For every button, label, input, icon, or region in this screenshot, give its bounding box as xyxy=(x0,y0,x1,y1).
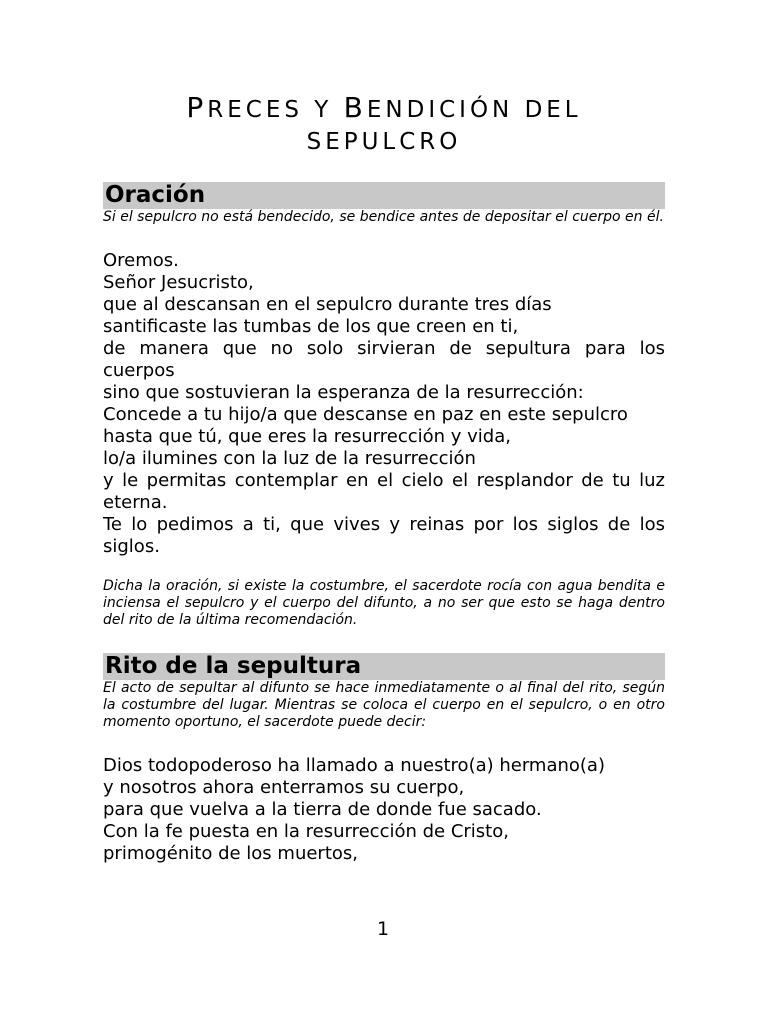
prayer-text xyxy=(103,755,665,865)
title-line-1: PRECES Y BENDICIÓN DEL xyxy=(186,91,582,124)
section-heading: Rito de la sepultura xyxy=(103,653,665,680)
prayer-line: de manera que no solo sirvieran de sepultura para los cuerpos xyxy=(103,338,665,381)
prayer-line: y nosotros ahora enterramos su cuerpo, xyxy=(103,777,465,798)
prayer-line: que al descansan en el sepulcro durante tres días xyxy=(103,294,552,315)
title-line-2: SEPULCRO xyxy=(306,129,462,155)
prayer-line: Te lo pedimos a ti, que vives y reinas por los siglos de los siglos. xyxy=(103,514,665,557)
section-heading: Oración xyxy=(103,182,665,209)
prayer-line: y le permitas contemplar en el cielo el resplandor de tu luz eterna. xyxy=(103,470,665,513)
page-footer xyxy=(0,918,768,940)
prayer-line: sino que sostuvieran la esperanza de la resurrección: xyxy=(103,382,584,403)
prayer-line: Dios todopoderoso ha llamado a nuestro(a) hermano(a) xyxy=(103,755,605,776)
prayer-line: hasta que tú, que eres la resurrección y vida, xyxy=(103,426,511,447)
prayer-line: santificaste las tumbas de los que creen en ti, xyxy=(103,316,519,337)
rubric-text: Si el sepulcro no está bendecido, se bendice antes de depositar el cuerpo en él. xyxy=(103,209,664,225)
page-title xyxy=(103,92,665,158)
prayer-line: para que vuelva a la tierra de donde fue sacado. xyxy=(103,799,542,820)
rubric-text: Dicha la oración, si existe la costumbre, el sacerdote rocía con agua bendita e inciensa el sepulcro y el cuerpo del difunto, a no ser que esto se haga dentro del rito de la última recomendación. xyxy=(103,578,665,628)
prayer-text xyxy=(103,250,665,558)
prayer-line: primogénito de los muertos, xyxy=(103,843,358,864)
prayer-line: Con la fe puesta en la resurrección de Cristo, xyxy=(103,821,509,842)
page-number: 1 xyxy=(376,918,390,940)
section-rito-sepultura xyxy=(103,653,665,865)
prayer-line: Oremos. xyxy=(103,250,179,271)
rubric-text: El acto de sepultar al difunto se hace inmediatamente o al final del rito, según la costumbre del lugar. Mientras se coloca el cuerpo en el sepulcro, o en otro momento oportuno, el sacerdote puede decir: xyxy=(103,680,665,730)
prayer-line: lo/a ilumines con la luz de la resurrección xyxy=(103,448,476,469)
section-oracion xyxy=(103,182,665,629)
document-page xyxy=(103,92,665,865)
prayer-line: Señor Jesucristo, xyxy=(103,272,254,293)
prayer-line: Concede a tu hijo/a que descanse en paz en este sepulcro xyxy=(103,404,628,425)
